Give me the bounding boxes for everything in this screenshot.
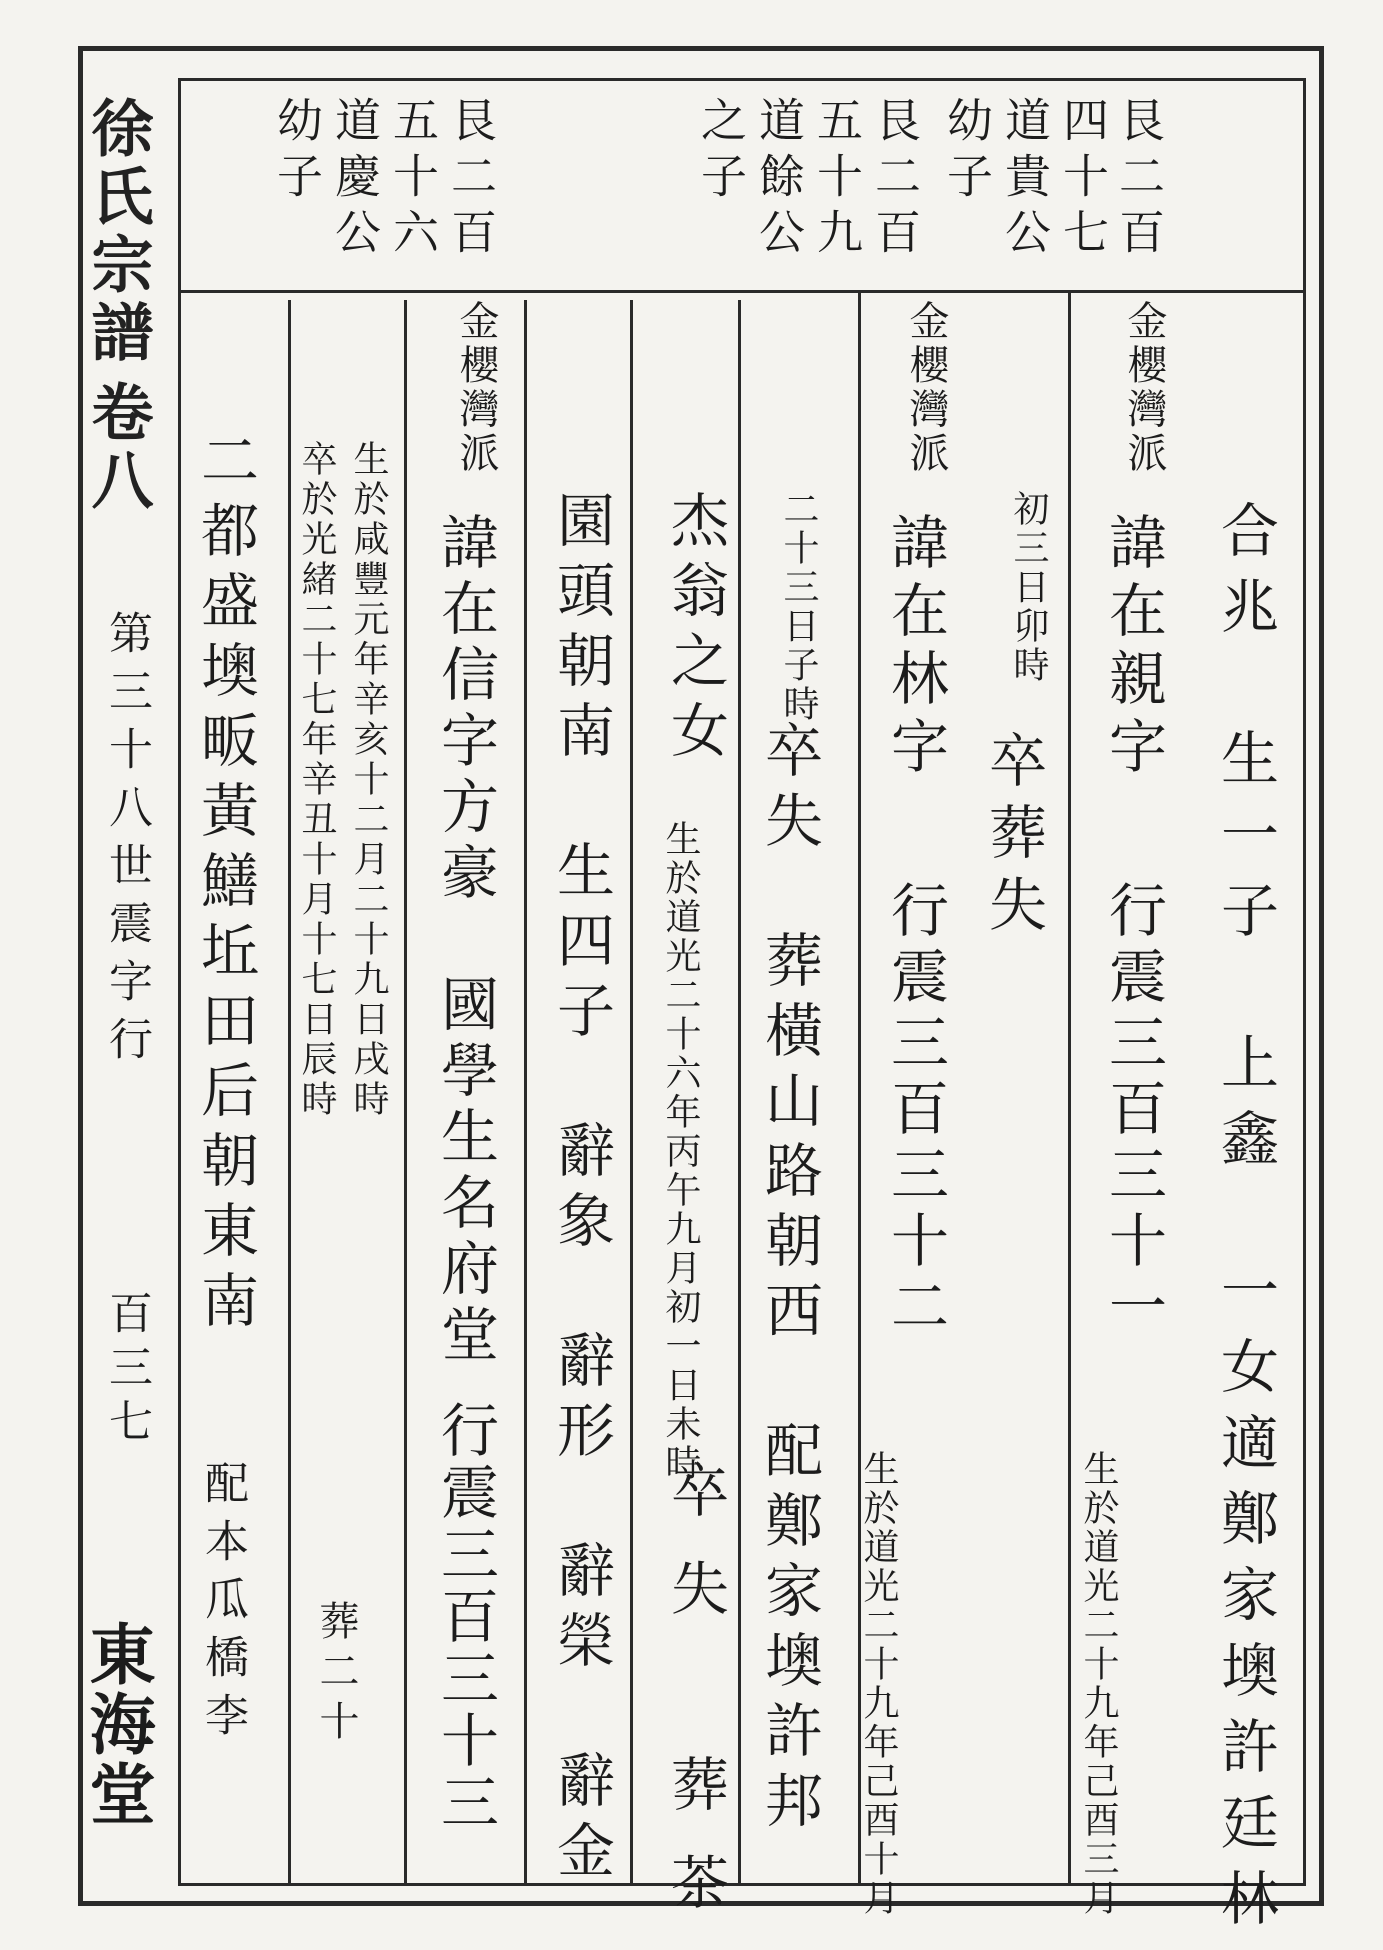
entry-text: 園頭朝南 生四子 辭象 辭形 辭榮 辭金 (547, 490, 615, 1890)
birth-date: 生於咸豐元年辛亥十二月二十九日戌時 (348, 440, 389, 1120)
birth-date: 生於道光二十九年己酉三月 (1078, 1450, 1119, 1918)
entry-text: 合兆 生一子 上鑫 一女適鄭家墺許廷林 (1211, 500, 1279, 1944)
entry-text: 二都盛墺畈黃鱔坵田后朝東南 (191, 430, 259, 1340)
register-line: 幼子 (270, 96, 324, 208)
register-line: 幼子 (940, 96, 994, 208)
column-rule (630, 300, 633, 1886)
birth-date: 生於道光二十九年己酉十月 (858, 1450, 899, 1918)
register-line: 道貴公 (998, 96, 1052, 264)
volume-label: 卷八 (81, 380, 154, 516)
column-rule (288, 300, 291, 1886)
register-line: 道餘公 (752, 96, 806, 264)
register-line: 五十六 (386, 96, 440, 264)
spouse: 配本瓜橋李 (197, 1460, 248, 1750)
register-line: 艮二百 (868, 96, 922, 264)
column-rule (738, 300, 741, 1886)
rank-label: 行震三百三十二 (881, 880, 949, 1342)
hall-name: 東海堂 (78, 1620, 156, 1830)
rank-label: 行震三百三十三 (431, 1400, 499, 1834)
death-burial: 卒失 葬茶 (661, 1460, 729, 1950)
column-rule (524, 300, 527, 1886)
register-line: 之子 (694, 96, 748, 208)
birth-date-cont: 二十三日子時 (778, 490, 819, 724)
branch-label: 金櫻灣派 (453, 300, 499, 476)
death-date: 卒於光緒二十七年辛丑十月十七日辰時 (296, 440, 337, 1120)
column-rule (1068, 292, 1071, 1886)
page-number: 百三七 (101, 1290, 152, 1452)
birth-date: 生於道光二十六年丙午九月初一日未時 (660, 820, 701, 1483)
register-line: 四十七 (1056, 96, 1110, 264)
burial: 葬二十 (313, 1600, 359, 1750)
register-line: 五十九 (810, 96, 864, 264)
book-title: 徐氏宗譜 (81, 96, 154, 368)
register-line: 艮二百 (444, 96, 498, 264)
rank-label: 行震三百三十一 (1099, 880, 1167, 1342)
branch-label: 金櫻灣派 (903, 300, 949, 476)
generation-section: 第三十八世震字行 (101, 610, 152, 1074)
person-name: 諱在林字 (881, 512, 949, 784)
column-rule (404, 300, 407, 1886)
entry-text: 卒失 葬橫山路朝西 配鄭家墺許邦 (755, 720, 823, 1840)
death-burial: 卒葬失 (979, 730, 1047, 946)
person-name: 諱在親字 (1099, 512, 1167, 784)
branch-label: 金櫻灣派 (1121, 300, 1167, 476)
register-divider (178, 290, 1306, 293)
person-name: 諱在信字方豪 國學生名府堂 (431, 512, 499, 1370)
entry-text: 杰翁之女 (661, 490, 729, 770)
birth-date-cont: 初三日卯時 (1008, 490, 1049, 685)
register-line: 道慶公 (328, 96, 382, 264)
register-line: 艮二百 (1112, 96, 1166, 264)
